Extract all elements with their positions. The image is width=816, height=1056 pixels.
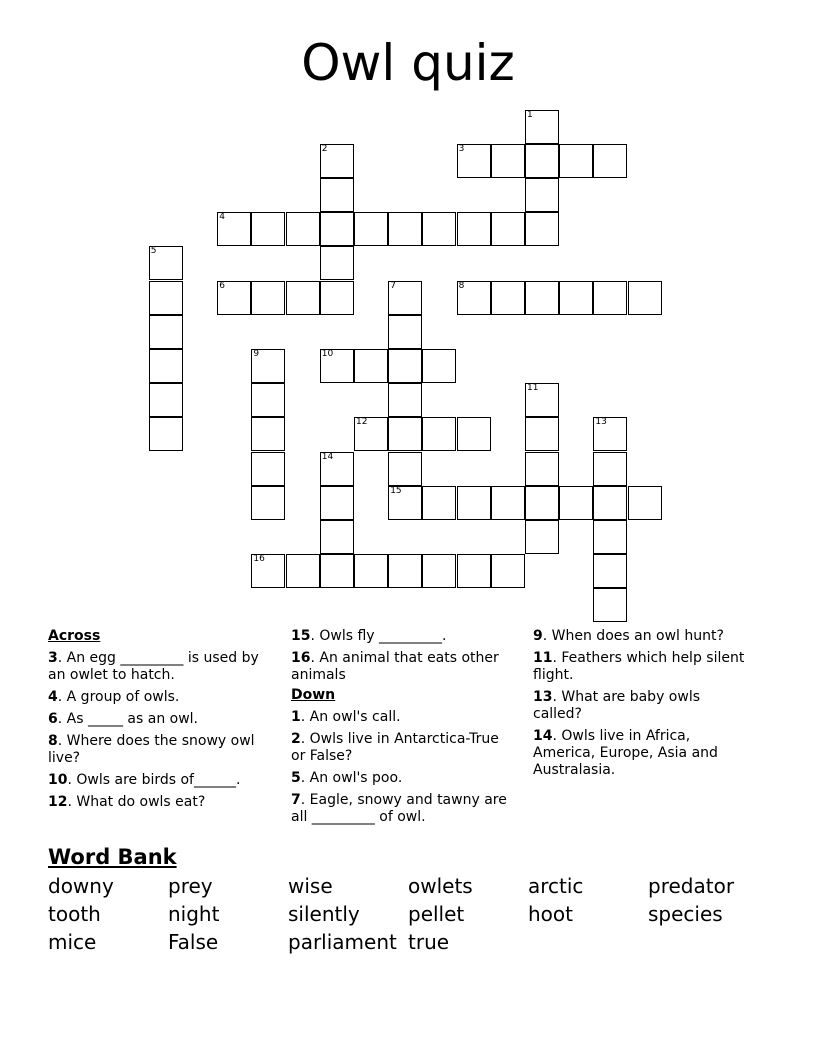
- clue-number: 5: [150, 246, 157, 257]
- clue-item: [48, 794, 270, 811]
- clue-num: 12: [48, 794, 68, 810]
- across-heading: Across: [48, 628, 101, 644]
- word-bank-word: parliament: [288, 930, 397, 954]
- clue-column-3: [533, 628, 748, 784]
- crossword-cell[interactable]: [525, 452, 559, 486]
- crossword-cell[interactable]: [593, 588, 627, 622]
- crossword-cell[interactable]: [525, 144, 559, 178]
- clue-item: [533, 728, 748, 779]
- word-bank-word: pellet: [408, 902, 465, 926]
- clue-item: [48, 711, 270, 728]
- clue-num: 5: [291, 770, 301, 786]
- clue-number: 4: [219, 212, 225, 223]
- clue-num: 16: [291, 650, 311, 666]
- clue-text: . When does an owl hunt?: [542, 628, 724, 644]
- crossword-cell[interactable]: [559, 281, 593, 315]
- clue-item: [291, 628, 513, 645]
- crossword-cell[interactable]: [251, 212, 285, 246]
- word-bank-word: hoot: [528, 902, 573, 926]
- crossword-cell[interactable]: [320, 349, 354, 383]
- clue-item: [533, 689, 748, 723]
- crossword-cell[interactable]: [422, 349, 456, 383]
- crossword-cell[interactable]: [593, 520, 627, 554]
- clue-number: 15: [390, 485, 402, 496]
- crossword-cell[interactable]: [388, 349, 422, 383]
- clue-num: 1: [291, 709, 301, 725]
- crossword-cell[interactable]: [525, 383, 559, 417]
- clue-text: . Feathers which help silent flight.: [533, 650, 745, 683]
- crossword-cell[interactable]: [320, 178, 354, 212]
- crossword-cell[interactable]: [593, 144, 627, 178]
- word-bank-word: prey: [168, 874, 213, 898]
- crossword-cell[interactable]: [525, 212, 559, 246]
- clue-text: . Owls live in Africa, America, Europe, Asia and Australasia.: [533, 728, 718, 778]
- crossword-cell[interactable]: [593, 486, 627, 520]
- crossword-cell[interactable]: [593, 417, 627, 451]
- clue-number: 10: [321, 349, 334, 359]
- down-heading: Down: [291, 687, 336, 703]
- crossword-cell[interactable]: [320, 554, 354, 588]
- crossword-cell[interactable]: [491, 281, 525, 315]
- clue-num: 3: [48, 650, 58, 666]
- clue-num: 10: [48, 772, 68, 788]
- clue-text: . An owl's poo.: [300, 770, 403, 786]
- word-bank-word: species: [648, 902, 723, 926]
- word-bank-word: wise: [288, 874, 333, 898]
- crossword-cell[interactable]: [593, 554, 627, 588]
- word-bank-word: False: [168, 930, 219, 954]
- crossword-cell[interactable]: [320, 144, 354, 178]
- crossword-cell[interactable]: [525, 486, 559, 520]
- crossword-cell[interactable]: [286, 281, 320, 315]
- clue-text: . Where does the snowy owl live?: [48, 733, 255, 766]
- clue-number: 11: [527, 383, 539, 394]
- crossword-cell[interactable]: [149, 383, 183, 417]
- crossword-cell[interactable]: [251, 486, 285, 520]
- clue-num: 15: [291, 628, 311, 644]
- clue-item: [533, 650, 748, 684]
- crossword-cell[interactable]: [593, 452, 627, 486]
- crossword-cell[interactable]: [388, 315, 422, 349]
- clue-item: [533, 628, 748, 645]
- clue-text: . Owls fly _________.: [310, 628, 447, 644]
- word-bank-word: predator: [648, 874, 735, 898]
- crossword-cell[interactable]: [457, 486, 491, 520]
- crossword-cell[interactable]: [491, 486, 525, 520]
- clue-number: 13: [595, 417, 607, 428]
- crossword-cell[interactable]: [525, 110, 559, 144]
- clue-item: [48, 772, 270, 789]
- clue-num: 13: [533, 689, 553, 705]
- crossword-cell[interactable]: [388, 383, 422, 417]
- crossword-cell[interactable]: [286, 554, 320, 588]
- word-bank-title: Word Bank: [48, 845, 177, 869]
- word-bank-word: mice: [48, 930, 97, 954]
- crossword-cell[interactable]: [388, 554, 422, 588]
- clue-item: [48, 650, 270, 684]
- crossword-cell[interactable]: [457, 281, 491, 315]
- crossword-cell[interactable]: [388, 486, 422, 520]
- crossword-cell[interactable]: [354, 349, 388, 383]
- crossword-cell[interactable]: [457, 417, 491, 451]
- crossword-cell[interactable]: [320, 246, 354, 280]
- crossword-cell[interactable]: [525, 281, 559, 315]
- crossword-cell[interactable]: [354, 554, 388, 588]
- clue-number: 16: [253, 554, 265, 565]
- crossword-cell[interactable]: [422, 417, 456, 451]
- clue-item: [291, 792, 513, 826]
- crossword-cell[interactable]: [320, 486, 354, 520]
- crossword-cell[interactable]: [149, 349, 183, 383]
- clue-num: 2: [291, 731, 301, 747]
- word-bank-word: night: [168, 902, 220, 926]
- crossword-cell[interactable]: [251, 417, 285, 451]
- word-bank-word: owlets: [408, 874, 473, 898]
- word-bank-word: silently: [288, 902, 360, 926]
- crossword-cell[interactable]: [593, 281, 627, 315]
- clue-text: . What are baby owls called?: [533, 689, 700, 722]
- clue-item: [291, 770, 513, 787]
- crossword-cell[interactable]: [149, 315, 183, 349]
- crossword-cell[interactable]: [457, 212, 491, 246]
- crossword-cell[interactable]: [525, 178, 559, 212]
- crossword-cell[interactable]: [388, 417, 422, 451]
- clue-number: 6: [219, 280, 225, 291]
- crossword-cell[interactable]: [251, 452, 285, 486]
- clue-number: 3: [458, 143, 465, 154]
- crossword-cell[interactable]: [525, 417, 559, 451]
- crossword-cell[interactable]: [388, 212, 422, 246]
- crossword-cell[interactable]: [149, 246, 183, 280]
- crossword-cell[interactable]: [354, 212, 388, 246]
- crossword-cell[interactable]: [388, 281, 422, 315]
- clue-text: . An egg _________ is used by an owlet to hatch.: [48, 650, 259, 683]
- clue-num: 6: [48, 711, 58, 727]
- clue-item: [291, 731, 513, 765]
- clue-text: . Owls live in Antarctica-True or False?: [291, 731, 499, 764]
- crossword-cell[interactable]: [251, 554, 285, 588]
- crossword-cell[interactable]: [422, 554, 456, 588]
- crossword-cell[interactable]: [149, 417, 183, 451]
- clue-number: 7: [390, 280, 396, 291]
- clue-num: 7: [291, 792, 301, 808]
- crossword-cell[interactable]: [149, 281, 183, 315]
- crossword-cell[interactable]: [422, 486, 456, 520]
- crossword-cell[interactable]: [559, 144, 593, 178]
- clue-item: [48, 733, 270, 767]
- clue-number: 8: [458, 280, 465, 291]
- clue-item: [48, 689, 270, 706]
- page-title: Owl quiz: [301, 34, 515, 92]
- crossword-cell[interactable]: [457, 144, 491, 178]
- crossword-cell[interactable]: [491, 144, 525, 178]
- crossword-cell[interactable]: [457, 554, 491, 588]
- crossword-cell[interactable]: [217, 212, 251, 246]
- clue-item: [291, 650, 513, 684]
- word-bank-word: tooth: [48, 902, 101, 926]
- clue-num: 14: [533, 728, 553, 744]
- clue-item: [291, 709, 513, 726]
- crossword-cell[interactable]: [422, 212, 456, 246]
- clue-text: . What do owls eat?: [67, 794, 206, 810]
- clue-num: 11: [533, 650, 553, 666]
- crossword-cell[interactable]: [251, 383, 285, 417]
- clue-text: . Owls are birds of______.: [67, 772, 241, 788]
- crossword-cell[interactable]: [251, 281, 285, 315]
- clue-num: 4: [48, 689, 58, 705]
- crossword-cell[interactable]: [320, 281, 354, 315]
- word-bank-word: downy: [48, 874, 114, 898]
- clue-column-1: [48, 628, 270, 816]
- crossword-cell[interactable]: [628, 281, 662, 315]
- clue-num: 8: [48, 733, 58, 749]
- clue-number: 1: [527, 109, 533, 120]
- word-bank-word: arctic: [528, 874, 584, 898]
- crossword-cell[interactable]: [251, 349, 285, 383]
- crossword-cell[interactable]: [525, 520, 559, 554]
- crossword-cell[interactable]: [559, 486, 593, 520]
- crossword-cell[interactable]: [491, 212, 525, 246]
- clue-text: . A group of owls.: [57, 689, 180, 705]
- clue-text: . An animal that eats other animals: [291, 650, 499, 683]
- clue-number: 14: [321, 451, 334, 462]
- crossword-cell[interactable]: [217, 281, 251, 315]
- crossword-cell[interactable]: [320, 452, 354, 486]
- clue-column-2: [291, 628, 513, 831]
- clue-number: 2: [321, 143, 328, 154]
- clue-num: 9: [533, 628, 543, 644]
- crossword-cell[interactable]: [628, 486, 662, 520]
- word-bank-word: true: [408, 930, 450, 954]
- crossword-cell[interactable]: [491, 554, 525, 588]
- crossword-cell[interactable]: [388, 452, 422, 486]
- clue-text: . Eagle, snowy and tawny are all _________ of owl.: [291, 792, 507, 825]
- crossword-cell[interactable]: [286, 212, 320, 246]
- crossword-cell[interactable]: [354, 417, 388, 451]
- crossword-cell[interactable]: [320, 212, 354, 246]
- clue-text: . An owl's call.: [300, 709, 401, 725]
- clue-text: . As _____ as an owl.: [57, 711, 199, 727]
- clue-number: 12: [356, 417, 368, 428]
- crossword-cell[interactable]: [320, 520, 354, 554]
- clue-number: 9: [253, 349, 260, 359]
